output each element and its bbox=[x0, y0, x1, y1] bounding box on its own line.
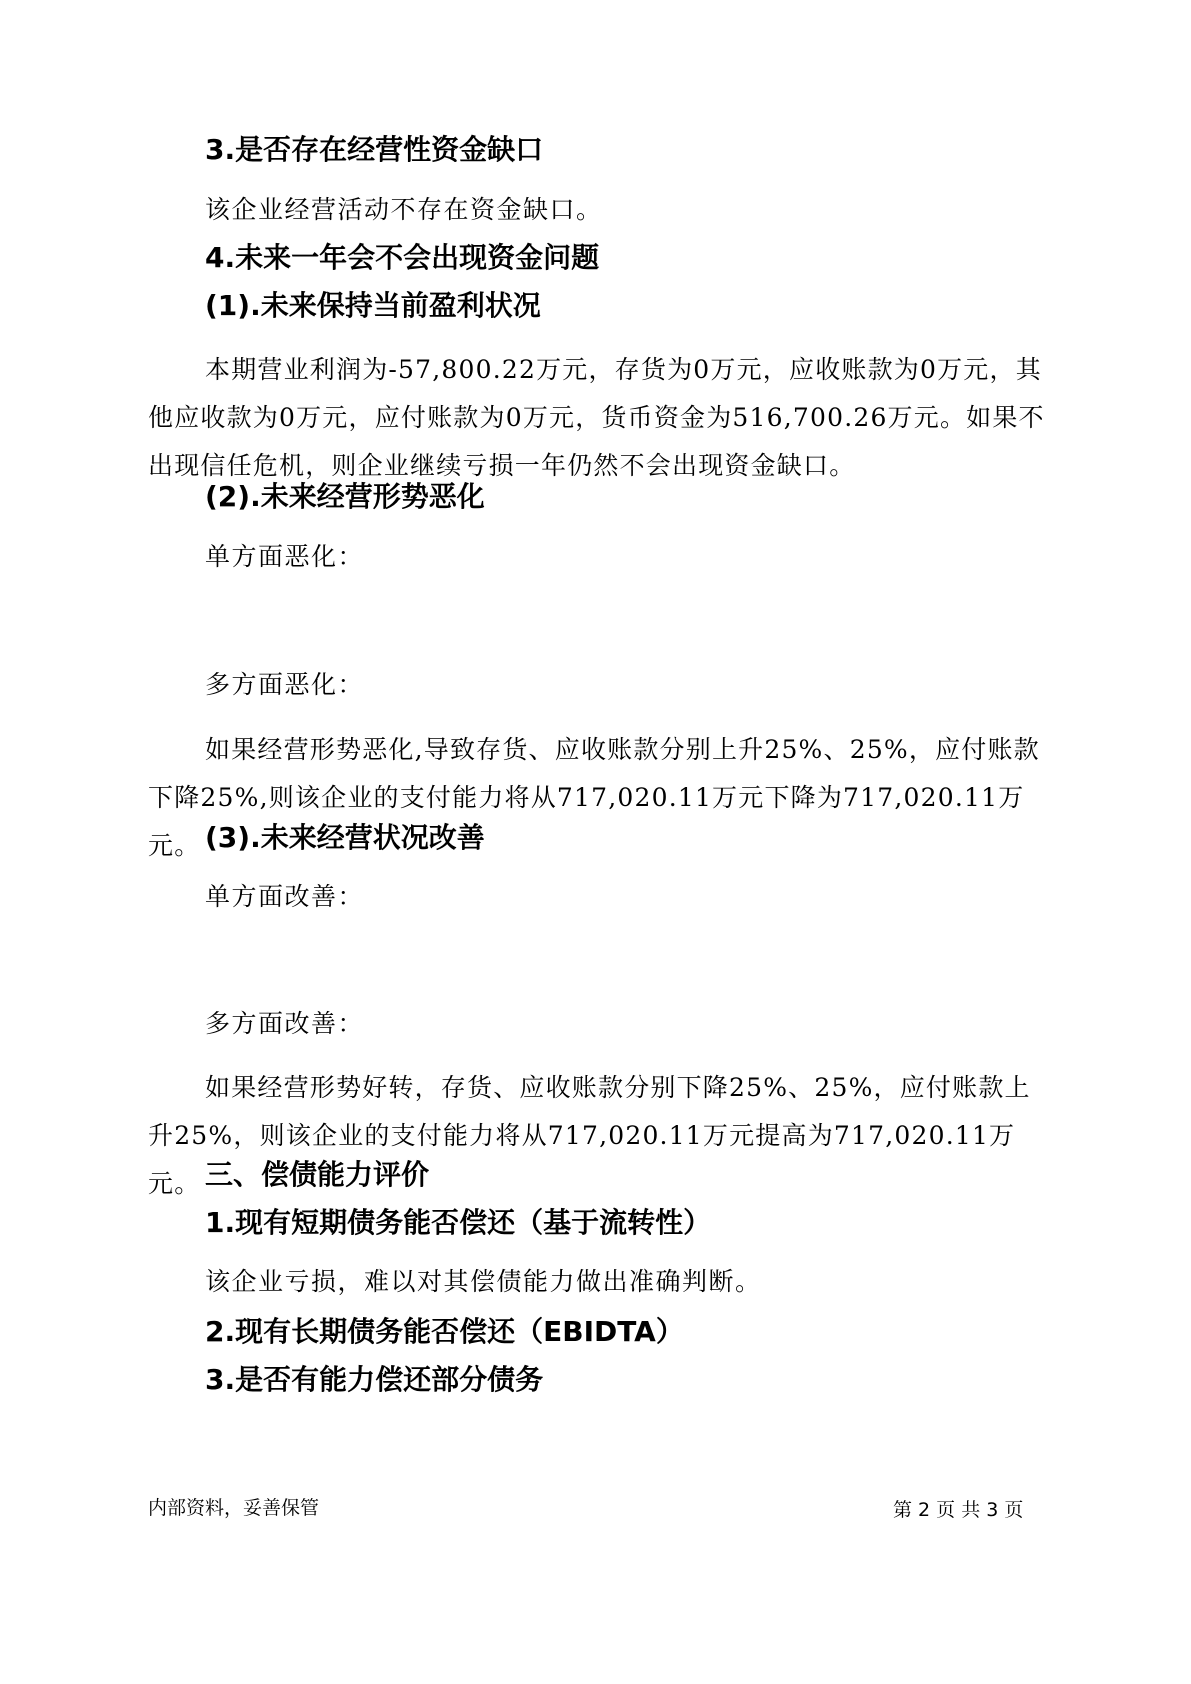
paragraph-short-term-debt: 该企业亏损，难以对其偿债能力做出准确判断。 bbox=[205, 1267, 762, 1296]
heading-long-term-debt: 2.现有长期债务能否偿还（EBIDTA） bbox=[205, 1315, 684, 1348]
heading-improve: (3).未来经营状况改善 bbox=[205, 821, 485, 854]
heading-operating-fund-gap: 3.是否存在经营性资金缺口 bbox=[205, 133, 544, 166]
heading-partial-debt: 3.是否有能力偿还部分债务 bbox=[205, 1363, 544, 1396]
heading-solvency-evaluation: 三、偿债能力评价 bbox=[205, 1158, 430, 1191]
heading-future-fund-problem: 4.未来一年会不会出现资金问题 bbox=[205, 241, 600, 274]
paragraph-maintain-profit: 本期营业利润为-57,800.22万元，存货为0万元，应收账款为0万元，其他应收款为0万元，应付账款为0万元，货币资金为516,700.26万元。如果不出现信任危机，则企业继续亏损一年仍然不会出现资金缺口。 bbox=[148, 355, 1045, 480]
paragraph-improve-detail: 如果经营形势好转，存货、应收账款分别下降25%、25%，应付账款上升25%，则该企业的支付能力将从717,020.11万元提高为717,020.11万元。 bbox=[148, 1073, 1031, 1198]
footer-confidential-note: 内部资料，妥善保管 bbox=[148, 1497, 320, 1519]
heading-deteriorate: (2).未来经营形势恶化 bbox=[205, 480, 485, 513]
paragraph-operating-fund-gap: 该企业经营活动不存在资金缺口。 bbox=[205, 195, 603, 224]
footer-page-number: 第 2 页 共 3 页 bbox=[893, 1499, 1024, 1521]
heading-short-term-debt: 1.现有短期债务能否偿还（基于流转性） bbox=[205, 1206, 712, 1239]
paragraph-single-deteriorate: 单方面恶化： bbox=[205, 542, 365, 571]
paragraph-deteriorate-detail: 如果经营形势恶化,导致存货、应收账款分别上升25%、25%，应付账款下降25%,则该企业的支付能力将从717,020.11万元下降为717,020.11万元。 bbox=[148, 735, 1040, 860]
paragraph-multi-improve: 多方面改善： bbox=[205, 1009, 365, 1038]
heading-maintain-profit: (1).未来保持当前盈利状况 bbox=[205, 289, 541, 322]
paragraph-multi-deteriorate: 多方面恶化： bbox=[205, 670, 365, 699]
paragraph-single-improve: 单方面改善： bbox=[205, 882, 365, 911]
